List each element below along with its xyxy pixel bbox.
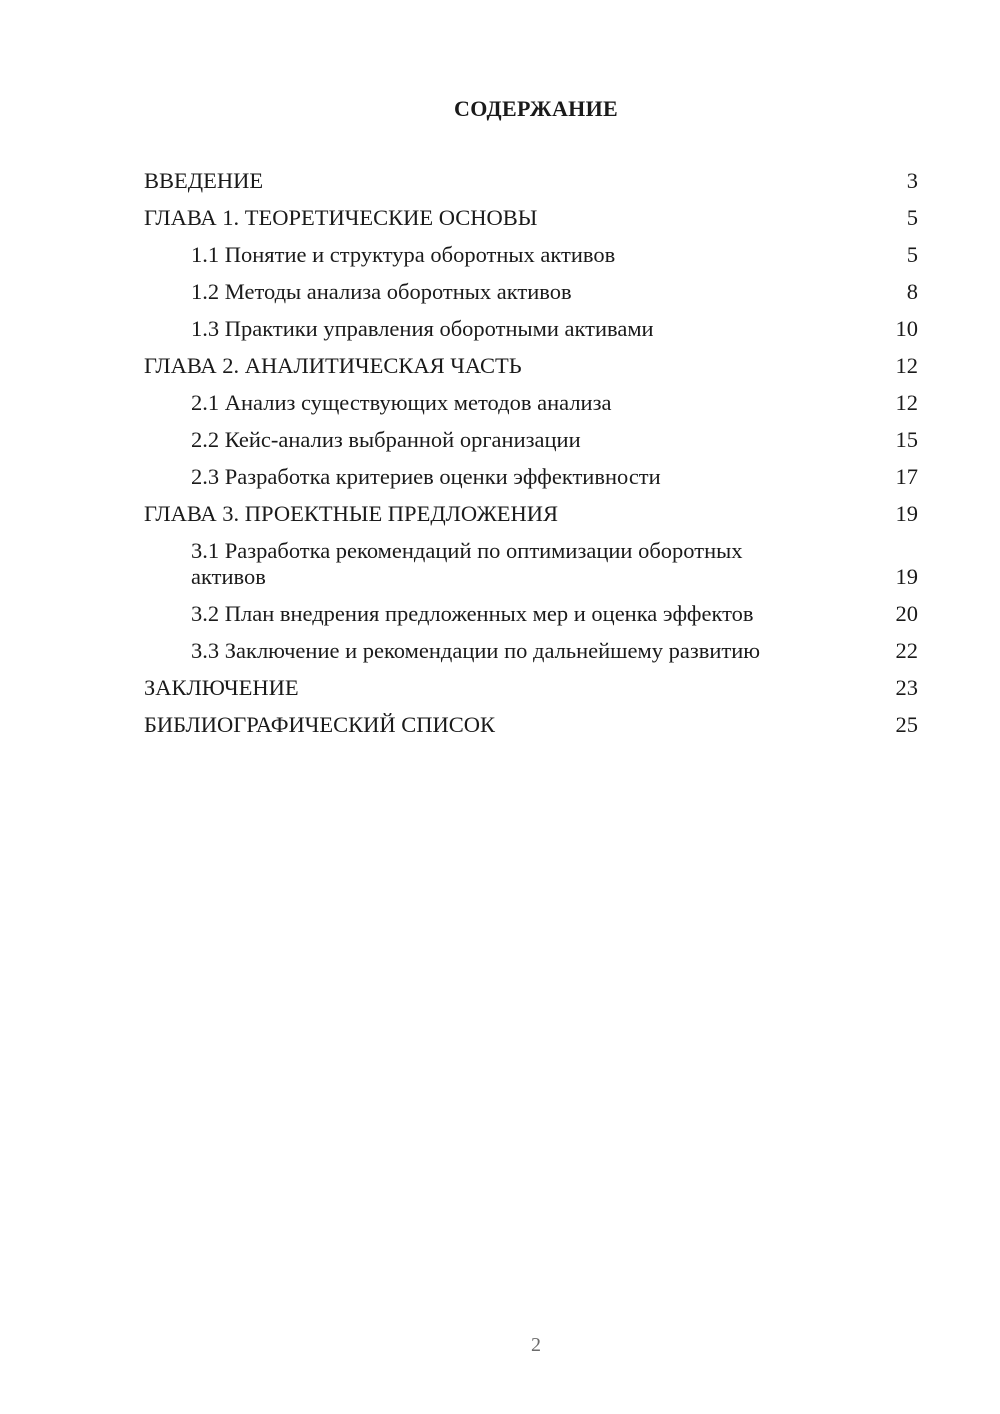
toc-entry-label: ЗАКЛЮЧЕНИЕ [144, 675, 299, 700]
toc-entry-label: 2.3 Разработка критериев оценки эффективности [191, 464, 661, 489]
toc-entry-page: 5 [906, 242, 918, 267]
toc-entry [144, 501, 918, 527]
table-of-contents [144, 168, 918, 749]
toc-subentry [144, 464, 918, 490]
toc-entry-label: 1.2 Методы анализа оборотных активов [191, 279, 572, 304]
toc-entry-page: 15 [895, 427, 918, 452]
toc-entry-page: 25 [895, 712, 918, 737]
toc-entry-label: ГЛАВА 2. АНАЛИТИЧЕСКАЯ ЧАСТЬ [144, 353, 522, 378]
toc-entry-page: 12 [895, 390, 918, 415]
toc-subentry [144, 279, 918, 305]
toc-entry-label: 3.1 Разработка рекомендаций по оптимизации оборотных активов [191, 538, 743, 589]
toc-entry-page: 22 [895, 638, 918, 663]
toc-entry [144, 353, 918, 379]
toc-entry [144, 712, 918, 738]
toc-subentry [144, 242, 918, 268]
toc-entry [144, 675, 918, 701]
page-number: 2 [531, 1334, 541, 1356]
toc-entry-label: 1.1 Понятие и структура оборотных активов [191, 242, 616, 267]
toc-entry-label: 3.2 План внедрения предложенных мер и оценка эффектов [191, 601, 754, 626]
toc-entry-label: 2.1 Анализ существующих методов анализа [191, 390, 612, 415]
toc-entry-page: 8 [906, 279, 918, 304]
toc-entry-label: ГЛАВА 3. ПРОЕКТНЫЕ ПРЕДЛОЖЕНИЯ [144, 501, 559, 526]
toc-entry-label: 3.3 Заключение и рекомендации по дальнейшему развитию [191, 638, 761, 663]
toc-entry-page: 19 [895, 501, 918, 526]
toc-subentry [144, 427, 918, 453]
toc-subentry [144, 316, 918, 342]
toc-entry-page: 17 [895, 464, 918, 489]
toc-entry-page: 23 [895, 675, 918, 700]
toc-entry-page: 3 [906, 168, 918, 193]
toc-entry-page: 20 [895, 601, 918, 626]
page-title: СОДЕРЖАНИЕ [454, 96, 618, 121]
toc-entry-label: ВВЕДЕНИЕ [144, 168, 264, 193]
toc-entry-page: 12 [895, 353, 918, 378]
toc-entry-label: БИБЛИОГРАФИЧЕСКИЙ СПИСОК [144, 712, 496, 737]
toc-subentry [144, 601, 918, 627]
toc-entry-label: 1.3 Практики управления оборотными активами [191, 316, 654, 341]
toc-subentry [144, 390, 918, 416]
toc-entry-page: 5 [906, 205, 918, 230]
toc-entry-label: ГЛАВА 1. ТЕОРЕТИЧЕСКИЕ ОСНОВЫ [144, 205, 538, 230]
toc-subentry [144, 538, 918, 590]
toc-entry-page: 19 [895, 564, 918, 589]
toc-entry [144, 205, 918, 231]
toc-entry-page: 10 [895, 316, 918, 341]
toc-entry-label: 2.2 Кейс-анализ выбранной организации [191, 427, 581, 452]
toc-entry [144, 168, 918, 194]
toc-subentry [144, 638, 918, 664]
